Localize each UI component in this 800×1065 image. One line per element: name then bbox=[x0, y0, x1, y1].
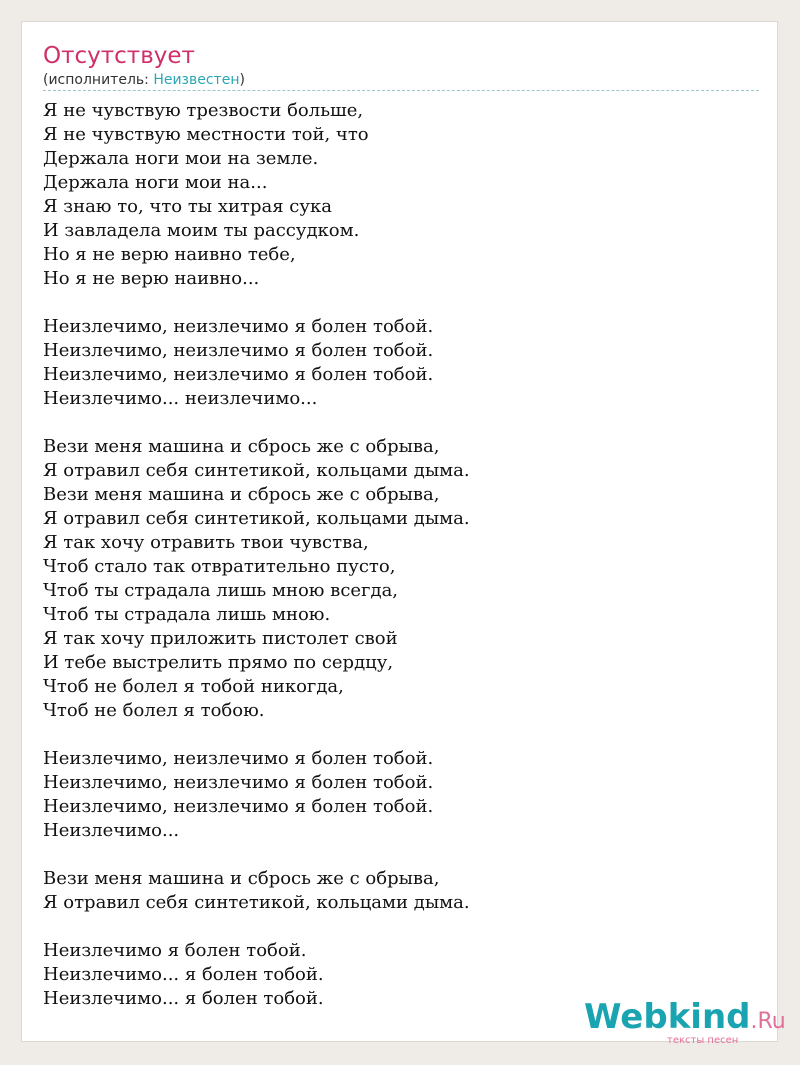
lyrics-text bbox=[43, 99, 759, 1011]
lyric-line: Чтоб стало так отвратительно пусто, bbox=[43, 556, 396, 577]
lyric-blank-line bbox=[43, 411, 759, 435]
lyric-line: Неизлечимо... я болен тобой. bbox=[43, 988, 324, 1009]
artist-link[interactable]: Неизвестен bbox=[153, 72, 240, 88]
lyric-line: Я отравил себя синтетикой, кольцами дыма. bbox=[43, 460, 470, 481]
lyric-line: И завладела моим ты рассудком. bbox=[43, 220, 360, 241]
lyric-line: Чтоб ты страдала лишь мною всегда, bbox=[43, 580, 399, 601]
lyric-line: Я отравил себя синтетикой, кольцами дыма. bbox=[43, 508, 470, 529]
lyric-line: Неизлечимо... я болен тобой. bbox=[43, 964, 324, 985]
lyric-line: Я так хочу отравить твои чувства, bbox=[43, 532, 369, 553]
artist-line bbox=[43, 71, 245, 89]
artist-prefix: (исполнитель: bbox=[43, 72, 154, 88]
webkind-logo[interactable] bbox=[584, 997, 784, 1047]
logo-domain-text: .Ru bbox=[750, 1009, 786, 1034]
lyrics-card bbox=[21, 21, 786, 1046]
lyric-line: Но я не верю наивно тебе, bbox=[43, 244, 296, 265]
lyric-line: Неизлечимо, неизлечимо я болен тобой. bbox=[43, 796, 434, 817]
lyric-line: Неизлечимо, неизлечимо я болен тобой. bbox=[43, 364, 434, 385]
lyric-blank-line bbox=[43, 915, 759, 939]
lyric-line: И тебе выстрелить прямо по сердцу, bbox=[43, 652, 394, 673]
logo-main-text: Webkind bbox=[584, 997, 751, 1037]
lyric-blank-line bbox=[43, 291, 759, 315]
lyric-line: Держала ноги мои на земле. bbox=[43, 148, 319, 169]
lyric-line: Я не чувствую местности той, что bbox=[43, 124, 369, 145]
lyric-line: Неизлечимо, неизлечимо я болен тобой. bbox=[43, 340, 434, 361]
lyric-line: Вези меня машина и сбрось же с обрыва, bbox=[43, 868, 440, 889]
lyric-line: Неизлечимо я болен тобой. bbox=[43, 940, 307, 961]
lyric-blank-line bbox=[43, 843, 759, 867]
lyric-line: Неизлечимо, неизлечимо я болен тобой. bbox=[43, 316, 434, 337]
lyric-line: Я отравил себя синтетикой, кольцами дыма. bbox=[43, 892, 470, 913]
lyric-line: Неизлечимо... bbox=[43, 820, 180, 841]
lyric-line: Я знаю то, что ты хитрая сука bbox=[43, 196, 332, 217]
lyric-line: Вези меня машина и сбрось же с обрыва, bbox=[43, 436, 440, 457]
lyric-line: Чтоб не болел я тобою. bbox=[43, 700, 265, 721]
lyric-line: Чтоб ты страдала лишь мною. bbox=[43, 604, 331, 625]
lyric-line: Я не чувствую трезвости больше, bbox=[43, 100, 364, 121]
lyric-line: Держала ноги мои на... bbox=[43, 172, 268, 193]
lyric-line: Я так хочу приложить пистолет свой bbox=[43, 628, 398, 649]
song-title: Отсутствует bbox=[43, 43, 195, 69]
logo-tagline: тексты песен bbox=[667, 1035, 739, 1046]
lyric-line: Неизлечимо... неизлечимо... bbox=[43, 388, 318, 409]
lyric-line: Чтоб не болел я тобой никогда, bbox=[43, 676, 344, 697]
lyric-blank-line bbox=[43, 723, 759, 747]
lyric-line: Но я не верю наивно... bbox=[43, 268, 260, 289]
lyric-line: Вези меня машина и сбрось же с обрыва, bbox=[43, 484, 440, 505]
lyric-line: Неизлечимо, неизлечимо я болен тобой. bbox=[43, 772, 434, 793]
title-divider bbox=[43, 90, 759, 91]
lyric-line: Неизлечимо, неизлечимо я болен тобой. bbox=[43, 748, 434, 769]
artist-suffix: ) bbox=[239, 72, 245, 88]
